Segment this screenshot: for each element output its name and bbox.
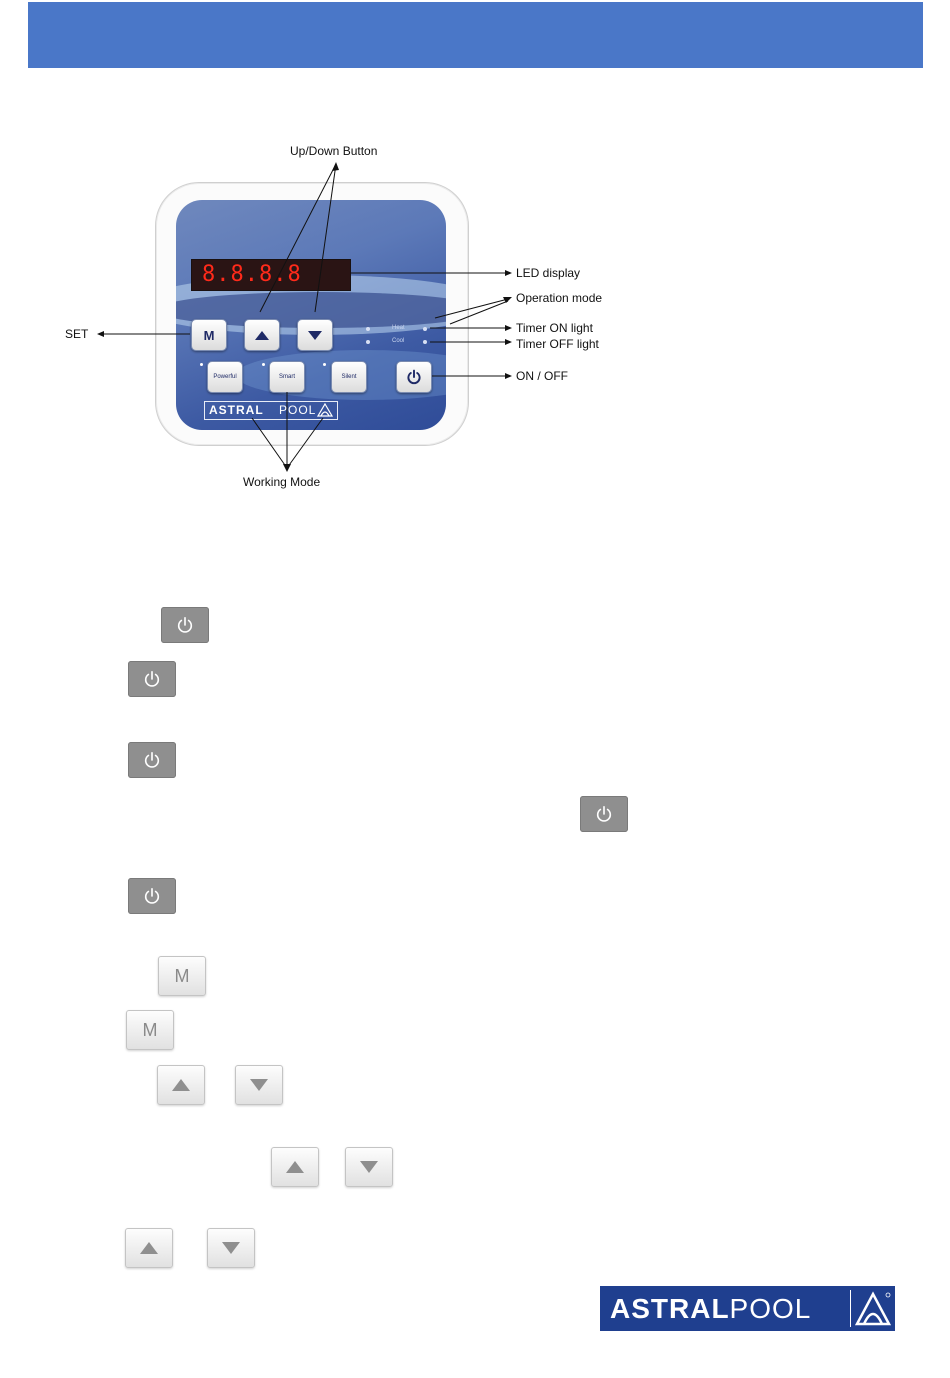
operation-mode-label: Operation mode [516,291,603,305]
down-button-image [207,1228,255,1268]
arrow-down-icon [250,1079,268,1091]
panel-brand-light: POOL [279,403,317,417]
heat-indicator-label: Heat [392,325,405,331]
up-down-label: Up/Down Button [290,144,378,158]
down-button-image [345,1147,393,1187]
panel-brand-bold: ASTRAL [209,403,264,417]
control-panel-diagram [0,0,950,520]
m-button-image-label: M [174,965,190,986]
up-button-image [157,1065,205,1105]
power-icon [176,616,194,634]
power-icon [595,805,613,823]
up-button-image [125,1228,173,1268]
arrow-up-icon [140,1242,158,1254]
silent-mode-label: Silent [341,374,357,380]
power-button-image [128,742,176,778]
m-button-image-label: M [142,1019,158,1040]
set-label: SET [65,327,89,341]
up-button-image [271,1147,319,1187]
down-button-image [235,1065,283,1105]
led-digits: 8.8.8.8 [202,262,302,287]
logo-light: POOL [729,1293,812,1324]
power-button-image [128,878,176,914]
arrow-down-icon [360,1161,378,1173]
power-button-image [128,661,176,697]
on-off-label: ON / OFF [516,369,568,383]
arrow-up-icon [172,1079,190,1091]
logo-bold: ASTRAL [610,1293,730,1324]
brand-mark-icon [853,1289,893,1329]
arrow-down-icon [222,1242,240,1254]
power-icon [143,887,161,905]
cool-indicator-label: Cool [392,338,405,344]
m-button-label: M [203,327,215,343]
logo-wordmark [610,1293,811,1325]
timer-on-label: Timer ON light [516,321,593,335]
smart-mode-label: Smart [278,374,295,380]
callout-lines [0,0,950,520]
power-icon [143,670,161,688]
working-mode-label: Working Mode [243,475,321,489]
astralpool-logo [600,1286,895,1331]
m-button-image [158,956,206,996]
power-icon [143,751,161,769]
led-display-label: LED display [516,266,581,280]
logo-separator [850,1290,851,1327]
powerful-mode-label: Powerful [213,374,237,380]
power-button-image [580,796,628,832]
timer-off-label: Timer OFF light [516,337,599,351]
power-button-image [161,607,209,643]
arrow-up-icon [286,1161,304,1173]
m-button-image [126,1010,174,1050]
